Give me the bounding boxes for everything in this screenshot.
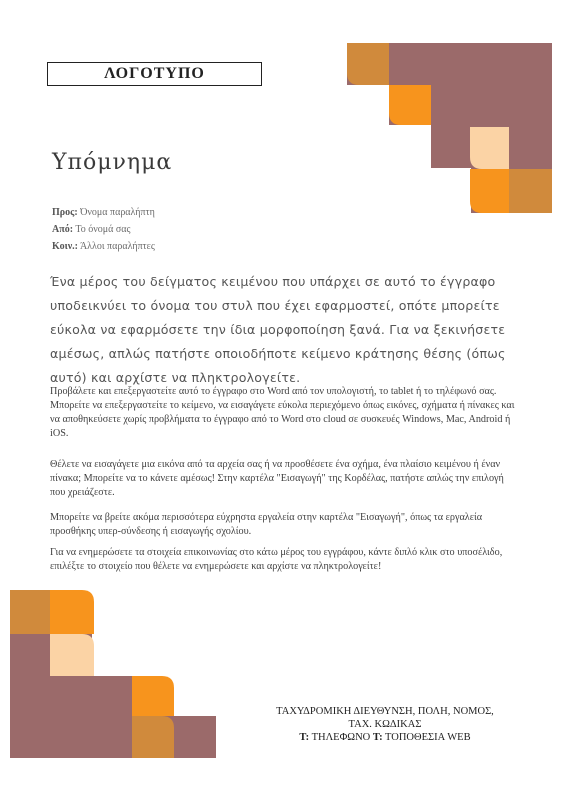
cc-line	[52, 241, 155, 252]
top-tan-tile-2	[509, 169, 552, 213]
phone-value: ΤΗΛΕΦΩΝΟ	[309, 732, 373, 743]
logo-placeholder[interactable]: ΛΟΓΟΤΥΠΟ	[47, 62, 262, 86]
from-label: Από:	[52, 224, 74, 235]
top-orange-tile-1	[389, 85, 431, 125]
top-orange-tile-2	[470, 169, 509, 213]
bottom-orange-tile-2	[132, 676, 174, 716]
memo-title: Υπόμνημα	[52, 150, 173, 175]
to-label: Προς:	[52, 207, 78, 218]
body-paragraph-2[interactable]: Θέλετε να εισαγάγετε μια εικόνα από τα αρχεία σας ή να προσθέσετε ένα σχήμα, ένα πλαίσιο κειμένου ή έναν πίνακα; Μπορείτε να το κάνετε αμέσως! Στην καρτέλα "Εισαγωγή" της Κορδέλας, πατήστε απλώς την επιλογή που χρειάζεστε.	[50, 459, 504, 498]
bottom-left-decoration	[10, 590, 216, 758]
from-line	[52, 224, 130, 235]
footer-address[interactable]	[240, 705, 530, 744]
bottom-orange-tile-1	[50, 590, 94, 634]
to-value[interactable]: Όνομα παραλήπτη	[77, 207, 155, 218]
top-peach-tile	[470, 127, 509, 169]
web-value: ΤΟΠΟΘΕΣΙΑ WEB	[382, 732, 471, 743]
top-right-decoration	[347, 43, 552, 213]
bottom-tan-tile-2	[132, 716, 174, 758]
cc-label: Κοιν.:	[52, 241, 78, 252]
web-label: Τ:	[372, 732, 383, 743]
bottom-tan-tile-1	[10, 590, 50, 634]
address-line-2: ΤΑΧ. ΚΩΔΙΚΑΣ	[348, 719, 422, 730]
lead-paragraph[interactable]: Ένα μέρος του δείγματος κειμένου που υπάρχει σε αυτό το έγγραφο υποδεικνύει το όνομα του στυλ που έχει εφαρμοστεί, οπότε μπορείτε εύκολα να εφαρμόσετε την ίδια μορφοποίηση ξανά. Για να ξεκινήσετε αμέσως, απλώς πατήστε οποιοδήποτε κείμενο κράτησης θέσης (όπως αυτό) και αρχίστε να πληκτρολογείτε.	[50, 274, 506, 385]
body-paragraph-4[interactable]: Για να ενημερώσετε τα στοιχεία επικοινωνίας στο κάτω μέρος του εγγράφου, κάντε διπλό κλικ στο υποσέλιδο, επιλέξτε το στοιχείο που θέλετε να ενημερώσετε και αρχίστε να πληκτρολογείτε!	[50, 547, 503, 572]
from-value[interactable]: Το όνομά σας	[73, 224, 131, 235]
top-tan-tile-1	[347, 43, 389, 85]
bottom-peach-tile	[50, 634, 94, 676]
to-line	[52, 207, 155, 218]
address-line-1: ΤΑΧΥΔΡΟΜΙΚΗ ΔΙΕΥΘΥΝΣΗ, ΠΟΛΗ, ΝΟΜΟΣ,	[276, 706, 494, 717]
body-paragraph-1[interactable]: Προβάλετε και επεξεργαστείτε αυτό το έγγραφο στο Word από τον υπολογιστή, το tablet ή το τηλέφωνό σας. Μπορείτε να επεξεργαστείτε το κείμενο, να εισαγάγετε εύκολα περιεχόμενο όπως εικόνες, σχήματα ή πίνακες και να αποθηκεύσετε χωρίς προβλήματα το έγγραφο από το Word στο cloud σε συσκευές Windows, Mac, Android ή iOS.	[50, 386, 515, 439]
phone-label: Τ:	[299, 732, 310, 743]
body-paragraph-3[interactable]: Μπορείτε να βρείτε ακόμα περισσότερα εύχρηστα εργαλεία στην καρτέλα "Εισαγωγή", όπως τα εργαλεία προσθήκης υπερ-σύνδεσης ή εισαγωγής σχολίου.	[50, 512, 483, 537]
contact-line	[240, 731, 530, 744]
cc-value[interactable]: Άλλοι παραλήπτες	[78, 241, 155, 252]
